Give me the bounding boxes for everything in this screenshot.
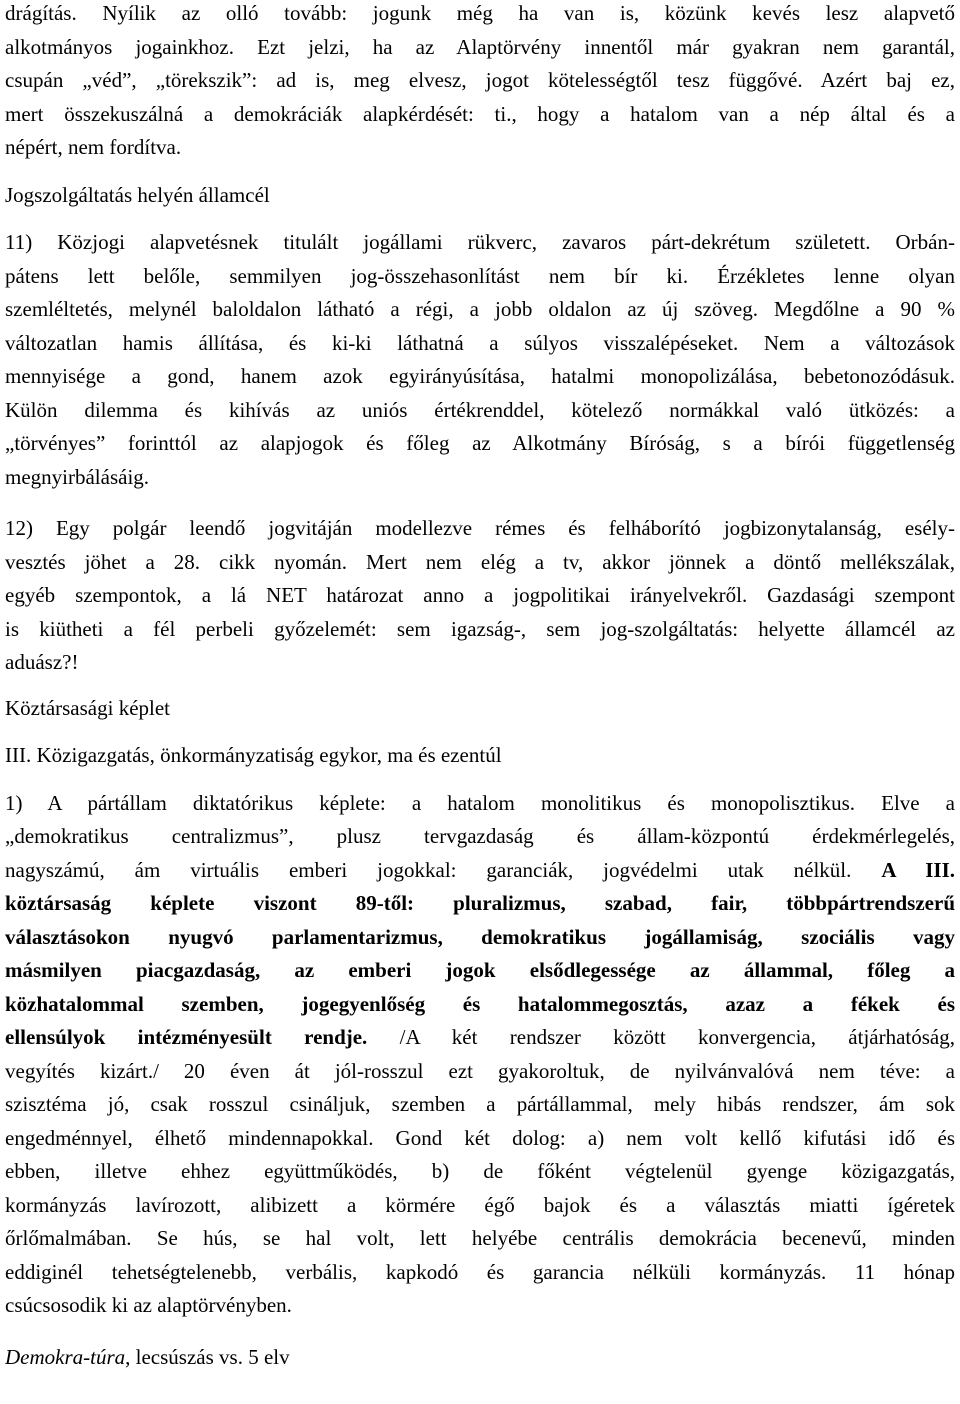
text-line: szisztéma jó, csak rosszul csináljuk, szemben a pártállammal, mely hibás rendszer, ám sok	[5, 1092, 955, 1116]
section-heading-jogszolgaltatas: Jogszolgáltatás helyén államcél	[5, 182, 270, 207]
text-line: változatlan hamis állítása, és ki-ki láthatná a súlyos visszalépéseket. Nem a változások	[5, 330, 955, 355]
text-line: alkotmányos jogainkhoz. Ezt jelzi, ha az Alaptörvény innentől már gyakran nem garantál,	[5, 34, 955, 59]
text-line: megnyirbálásáig.	[5, 464, 150, 489]
text-line: őrlőmalmában. Se hús, se hal volt, lett helyébe centrális demokrácia becenevű, minden	[5, 1226, 955, 1250]
text-line-mixed	[5, 854, 955, 888]
text-line-mixed	[5, 1021, 955, 1055]
bold-segment: ellensúlyok intézményesült rendje.	[5, 1025, 368, 1049]
bold-text-line: választásokon nyugvó parlamentarizmus, demokratikus jogállamiság, szociális vagy	[5, 924, 955, 949]
text-line: is kiütheti a fél perbeli győzelemét: sem igazság-, sem jog-szolgáltatás: helyette államcél az	[5, 616, 955, 641]
text-line: „demokratikus centralizmus”, plusz tervgazdaság és állam-központú érdekmérlegelés,	[5, 824, 955, 848]
text-line: csupán „véd”, „törekszik”: ad is, meg elvesz, jogot kötelességtől tesz függővé. Azért baj ez,	[5, 68, 955, 92]
bold-segment: A III.	[881, 857, 955, 882]
text-line: 1) A pártállam diktatórikus képlete: a hatalom monolitikus és monopolisztikus. Elve a	[5, 790, 955, 815]
bold-text-line: köztársaság képlete viszont 89-től: pluralizmus, szabad, fair, többpártrendszerű	[5, 891, 955, 915]
document-page	[5, 0, 955, 1374]
paragraph-12	[5, 512, 955, 680]
text-line: drágítás. Nyílik az olló tovább: jogunk még ha van is, közünk kevés lesz alapvető	[5, 1, 955, 25]
paragraph-11	[5, 226, 955, 494]
text-line: vegyítés kizárt./ 20 éven át jól-rosszul ezt gyakoroltuk, de nyilvánvalóvá nem téve: a	[5, 1058, 955, 1083]
text-line: mennyisége a gond, hanem azok egyirányúsítása, hatalmi monopolizálása, bebetonozódásuk.	[5, 364, 955, 388]
section-heading-demokra-tura	[5, 1341, 955, 1375]
text-line: Külön dilemma és kihívás az uniós értékrenddel, kötelező normákkal való ütközés: a	[5, 397, 955, 422]
text-line: szemléltetés, melynél baloldalon látható a régi, a jobb oldalon az új szöveg. Megdőlne a 90 %	[5, 297, 955, 321]
text-line: eddiginél tehetségtelenebb, verbális, kapkodó és garancia nélküli kormányzás. 11 hónap	[5, 1259, 955, 1284]
text-line: ebben, illetve ehhez együttműködés, b) de főként végtelenül gyenge közigazgatás,	[5, 1159, 955, 1183]
bold-text-line: közhatalommal szemben, jogegyenlőség és hatalommegosztás, azaz a fékek és	[5, 991, 955, 1016]
paragraph-iii-1	[5, 787, 955, 1323]
text-line: csúcsosodik ki az alaptörvényben.	[5, 1293, 292, 1317]
text-line: pátens lett belőle, semmilyen jog-összehasonlítást nem bír ki. Érzékletes lenne olyan	[5, 263, 955, 288]
text-line: 11) Közjogi alapvetésnek titulált jogállami rükverc, zavaros párt-dekrétum született. Orbán-	[5, 230, 955, 254]
text-line: kormányzás lavírozott, alibizett a körmére égő bajok és a választás miatti ígéretek	[5, 1192, 955, 1217]
text-segment: /A két rendszer között konvergencia, átjárhatóság,	[399, 1025, 955, 1049]
text-line: mert összekuszálná a demokráciák alapkérdését: ti., hogy a hatalom van a nép által és a	[5, 101, 955, 126]
section-heading-koztarsasagi-keplet: Köztársasági képlet	[5, 695, 171, 720]
text-line: engedménnyel, élhető mindennapokkal. Gond két dolog: a) nem volt kellő kifutási idő és	[5, 1125, 955, 1150]
text-line: népért, nem fordítva.	[5, 135, 182, 159]
italic-segment: Demokra-túra	[5, 1344, 126, 1369]
bold-text-line: másmilyen piacgazdaság, az emberi jogok elsődlegessége az állammal, főleg a	[5, 958, 955, 982]
intro-paragraph	[5, 0, 955, 165]
text-segment: , lecsúszás vs. 5 elv	[125, 1344, 290, 1369]
text-line: „törvényes” forinttól az alapjogok és főleg az Alkotmány Bíróság, s a bírói függetlenség	[5, 431, 955, 455]
text-segment: nagyszámú, ám virtuális emberi jogokkal: garanciák, jogvédelmi utak nélkül.	[5, 857, 852, 882]
text-line: vesztés jöhet a 28. cikk nyomán. Mert nem elég a tv, akkor jönnek a döntő mellékszálak,	[5, 549, 955, 574]
text-line: 12) Egy polgár leendő jogvitáján modellezve rémes és felháborító jogbizonytalanság, esély-	[5, 516, 955, 540]
text-line: aduász?!	[5, 650, 79, 674]
text-line: egyéb szempontok, a lá NET határozat anno a jogpolitikai irányelvekről. Gazdasági szempont	[5, 583, 955, 607]
chapter-heading-iii: III. Közigazgatás, önkormányzatiság egykor, ma és ezentúl	[5, 743, 502, 767]
